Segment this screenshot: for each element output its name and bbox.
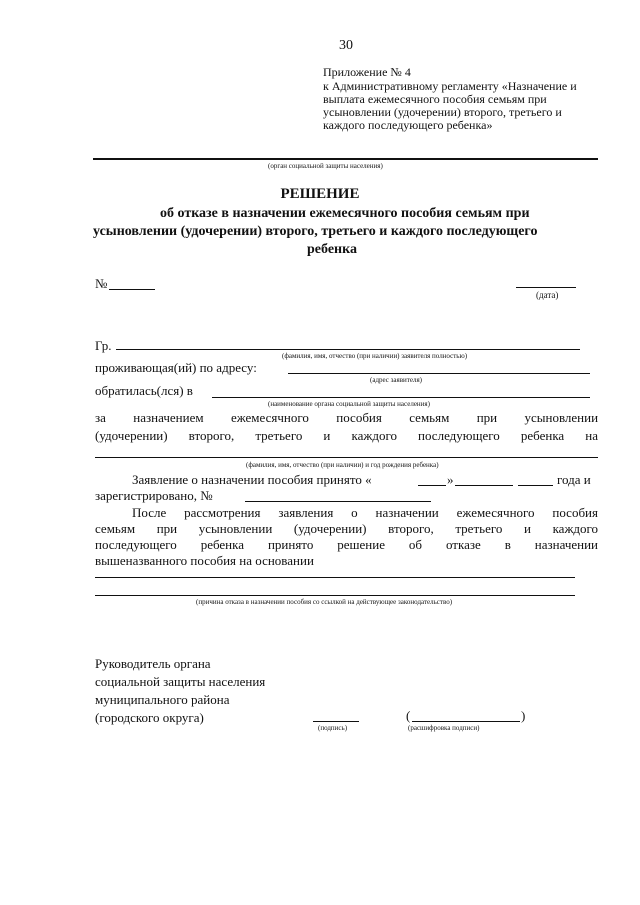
residing-label: проживающая(ий) по адресу: (95, 360, 257, 375)
date-caption: (дата) (536, 290, 559, 300)
appendix-line: выплата ежемесячного пособия семьям при (323, 92, 547, 106)
citizen-name-caption: (фамилия, имя, отчество (при наличии) заявителя полностью) (282, 352, 468, 360)
registered-number-field[interactable] (245, 501, 431, 502)
organ-underline (93, 158, 598, 160)
organ-caption: (орган социальной защиты населения) (268, 162, 383, 170)
appendix-line: к Административному регламенту «Назначение и (323, 79, 577, 93)
decision-subtitle: об отказе в назначении ежемесячного пособия семьям при (160, 206, 530, 221)
review-line-2: семьям при усыновлении (удочерении) второго, третьего и каждого (95, 521, 599, 536)
decision-subtitle: ребенка (307, 242, 357, 257)
number-field[interactable] (109, 289, 155, 290)
reason-caption: (причина отказа в назначении пособия со ссылкой на действующее законодательство) (196, 598, 453, 606)
registered-label: зарегистрировано, № (95, 488, 213, 503)
decision-title: РЕШЕНИЕ (280, 186, 360, 202)
applied-organ-field[interactable] (212, 397, 590, 398)
address-caption: (адрес заявителя) (370, 376, 422, 384)
signatory-title: (городского округа) (95, 710, 204, 725)
child-field[interactable] (95, 457, 598, 458)
signatory-title: муниципального района (95, 692, 230, 707)
appendix-line: каждого последующего ребенка» (323, 118, 493, 132)
applied-organ-caption: (наименование органа социальной защиты населения) (268, 400, 430, 408)
review-line-3: последующего ребенка принято решение об отказе в назначении (95, 537, 598, 552)
citizen-label: Гр. (95, 338, 112, 353)
reason-field-1[interactable] (95, 577, 575, 578)
accepted-day-field[interactable] (418, 485, 446, 486)
accepted-year-field[interactable] (518, 485, 553, 486)
appendix-line: усыновлении (удочерении) второго, третьего и (323, 105, 562, 119)
date-field[interactable] (516, 287, 576, 288)
accepted-suffix: года и (557, 472, 591, 487)
purpose-line-1: за назначением ежемесячного пособия семьям при усыновлении (95, 410, 599, 425)
reason-field-2[interactable] (95, 595, 575, 596)
signatory-title: социальной защиты населения (95, 674, 266, 689)
signature-caption: (подпись) (318, 724, 348, 732)
decode-caption: (расшифровка подписи) (408, 724, 480, 732)
number-label: № (95, 276, 108, 291)
citizen-name-field[interactable] (116, 349, 580, 350)
appendix-title: Приложение № 4 (323, 65, 411, 79)
signature-decode-field[interactable] (412, 721, 520, 722)
review-line-1: После рассмотрения заявления о назначении ежемесячного пособия (132, 505, 598, 520)
child-caption: (фамилия, имя, отчество (при наличии) и год рождения ребенка) (246, 461, 439, 469)
applied-label: обратилась(лся) в (95, 383, 193, 398)
review-line-4: вышеназванного пособия на основании (95, 553, 314, 568)
purpose-line-2: (удочерении) второго, третьего и каждого последующего ребенка на (95, 428, 599, 443)
decode-open-paren: ( (406, 708, 411, 723)
decision-subtitle: усыновлении (удочерении) второго, третьего и каждого последующего (93, 224, 538, 239)
accepted-month-field[interactable] (455, 485, 513, 486)
signature-field[interactable] (313, 721, 359, 722)
signatory-title: Руководитель органа (95, 656, 211, 671)
address-field[interactable] (288, 373, 590, 374)
accepted-mid: » (447, 472, 454, 487)
decode-close-paren: ) (521, 708, 526, 723)
accepted-prefix: Заявление о назначении пособия принято « (132, 472, 372, 487)
page-number: 30 (339, 38, 353, 53)
